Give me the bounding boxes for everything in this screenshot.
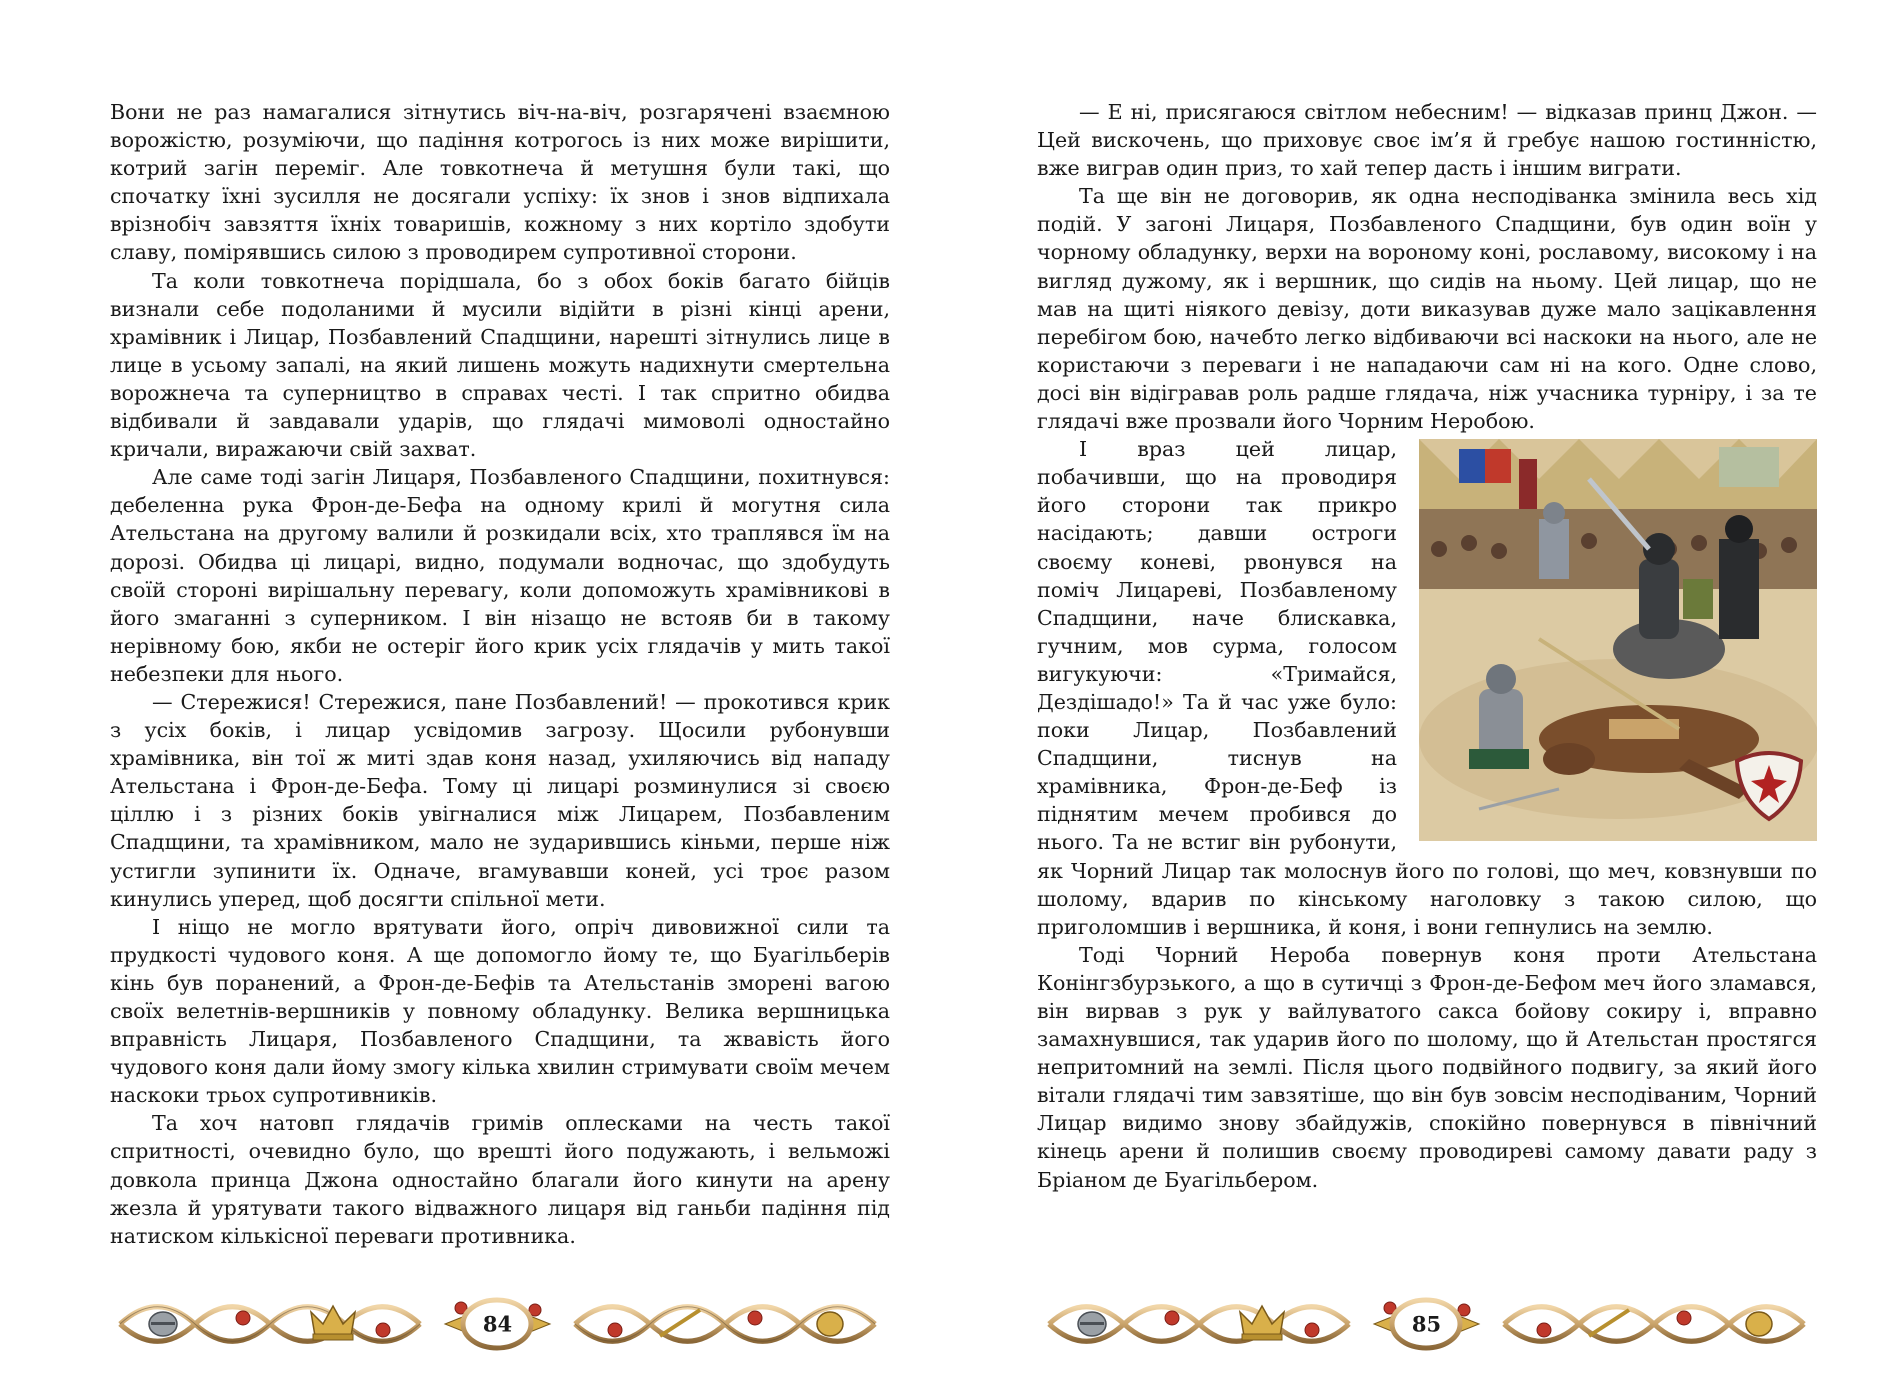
paragraph: — Стережися! Стережися, пане Позбавлений! — прокотився крик з усіх боків, і лицар усвідомив загрозу. Щосили рубонувши храмівника, він тої ж миті здав коня назад, ухиляючись від нападу Ательстана і Фрон-де-Бефа. Тому ці лицарі розминулися зі своєю ціллю і з різних боків увігналися між Лицарем, Позбавленим Спадщини, та храмівником, мало не зударившись кіньми, перше ніж устигли зупинити їх. Одначе, вгамувавши коней, усі троє разом кинулись уперед, щоб досягти спільної мети.: [110, 689, 890, 911]
helmet-icon: [817, 1312, 843, 1336]
paragraph: Але саме тоді загін Лицаря, Позбавленого Спадщини, похитнувся: дебеленна рука Фрон-де-Бефа на одному крилі й могутня сила Ательстана на другому валили й розкидали всіх, хто траплявся їм на дорозі. Обидва ці лицарі, видно, подумали водночас, що здобудуть своїй стороні вирішальну перевагу, коли допоможуть храмівникові в його змаганні з суперником. І він нізащо не встояв би в такому нерівному бою, якби не остеріг його крик усіх глядачів у мить такої небезпеки для нього.: [110, 465, 890, 686]
left-page-text: [110, 98, 890, 1250]
footer-ornament: [115, 1296, 880, 1352]
page-number: 84: [482, 1311, 513, 1337]
paragraph: Вони не раз намагалися зітнутись віч-на-віч, розгарячені взаємною ворожістю, розуміючи, що падіння котрогось із них може вирішити, котрий загін переміг. Але товкотнеча й метушня були такі, що спочатку їхні зусилля не досягали успіху: їх знов і знов відпихала врізнобіч завзяття їхніх товаришів, кожному з них кортіло здобути славу, помірявшись силою з проводирем супротивної сторони.: [110, 100, 890, 265]
right-page-text: [1037, 98, 1817, 1194]
right-page: [952, 0, 1904, 1400]
knights-battle-image: [1419, 439, 1817, 841]
paragraph: Та хоч натовп глядачів гримів оплесками на честь такої спритності, очевидно було, що врешті його подужають, і вельможі довкола принца Джона одностайно благали його кинути на арену жезла й урятувати такого відважного лицаря від ганьби падіння під натиском кількісної переваги противника.: [110, 1111, 890, 1248]
crown-icon: [1240, 1306, 1284, 1340]
paragraph: І ніщо не могло врятувати його, опріч дивовижної сили та прудкості чудового коня. А ще допомогло йому те, що Буагільберів кінь був поранений, а Фрон-де-Бефів та Ательстанів зморені вагою своїх велетнів-вершників у повному обладунку. Велика вершницька вправність Лицаря, Позбавленого Спадщини, та жвавість його чудового коня дали йому змогу кілька хвилин стримувати своїм мечем наскоки трьох супротивників.: [110, 914, 890, 1108]
footer-ornament: [1044, 1296, 1809, 1352]
page-number: 85: [1411, 1311, 1442, 1337]
crown-icon: [311, 1306, 355, 1340]
paragraph: Та ще він не договорив, як одна несподіванка змінила весь хід подій. У загоні Лицаря, Позбавленого Спадщини, був один воїн у чорному обладунку, верхи на вороному коні, рославому, високому і на вигляд дужому, як і вершник, що сидів на ньому. Цей лицар, що не мав на щиті ніякого девізу, доти виказував дуже мало зацікавлення перебігом бою, начебто легко відбиваючи всі наскоки на нього, але не користаючи з переваги і не нападаючи сам ні на кого. Одне слово, досі він відігравав роль радше глядача, ніж учасника турніру, і за те глядачі вже прозвали його Чорним Неробою.: [1037, 184, 1817, 434]
helmet-icon: [1746, 1312, 1772, 1336]
helmet-icon: [149, 1312, 177, 1336]
paragraph: — Е ні, присягаюся світлом небесним! — відказав принц Джон. — Цей вискочень, що приховує своє ім’я й гребує нашою гостинністю, вже виграв один приз, то хай тепер дасть і іншим виграти.: [1037, 100, 1817, 181]
tournament-knights-illustration: [1419, 439, 1817, 841]
paragraph: І враз цей лицар, побачивши, що на проводиря його сторони так прикро насідають; давши остроги своєму коневі, рвонувся на поміч Лицареві, Позбавленому Спадщини, наче блискавка, гучним, мов сурма, голосом вигукуючи: «Тримайся, Дездішадо!» Та й час уже було: поки Лицар, Позбавлений Спадщини, тиснув на храмівника, Фрон-де-Беф із піднятим мечем пробився до нього. Та не встиг він рубонути, як Чорний Лицар так молоснув його по голові, що меч, ковзнувши по шолому, вдарив по кінському наголовку з такою силою, що приголомшив і вершника, й коня, і вони гепнулись на землю.: [1037, 437, 1817, 939]
helmet-icon: [1078, 1312, 1106, 1336]
paragraph: Та коли товкотнеча порідшала, бо з обох боків багато бійців визнали себе подоланими й мусили відійти в різні кінці арени, храмівник і Лицар, Позбавлений Спадщини, нарешті зітнулись лице в лице в усьому запалі, на який лишень можуть надихнути смертельна ворожнеча та суперництво в справах честі. І так спритно обидва відбивали й завдавали ударів, що глядачі мимоволі одностайно кричали, виражаючи свій захват.: [110, 268, 890, 462]
paragraph: Тоді Чорний Нероба повернув коня проти Ательстана Конінгзбурзького, а що в сутичці з Фрон-де-Бефом меч його зламався, він вирвав з рук у вайлуватого сакса бойову сокиру і, вправно замахнувшися, так ударив його по шолому, що й Ательстан простягся непритомний на землі. Після цього подвійного подвигу, за який його вітали глядачі тим завзятіше, що він був зовсім несподіваним, Чорний Лицар видимо знову збайдужів, спокійно повернувся в північний кінець арени й полишив своєму проводиреві самому давати раду з Бріаном де Буагільбером.: [1037, 942, 1817, 1192]
